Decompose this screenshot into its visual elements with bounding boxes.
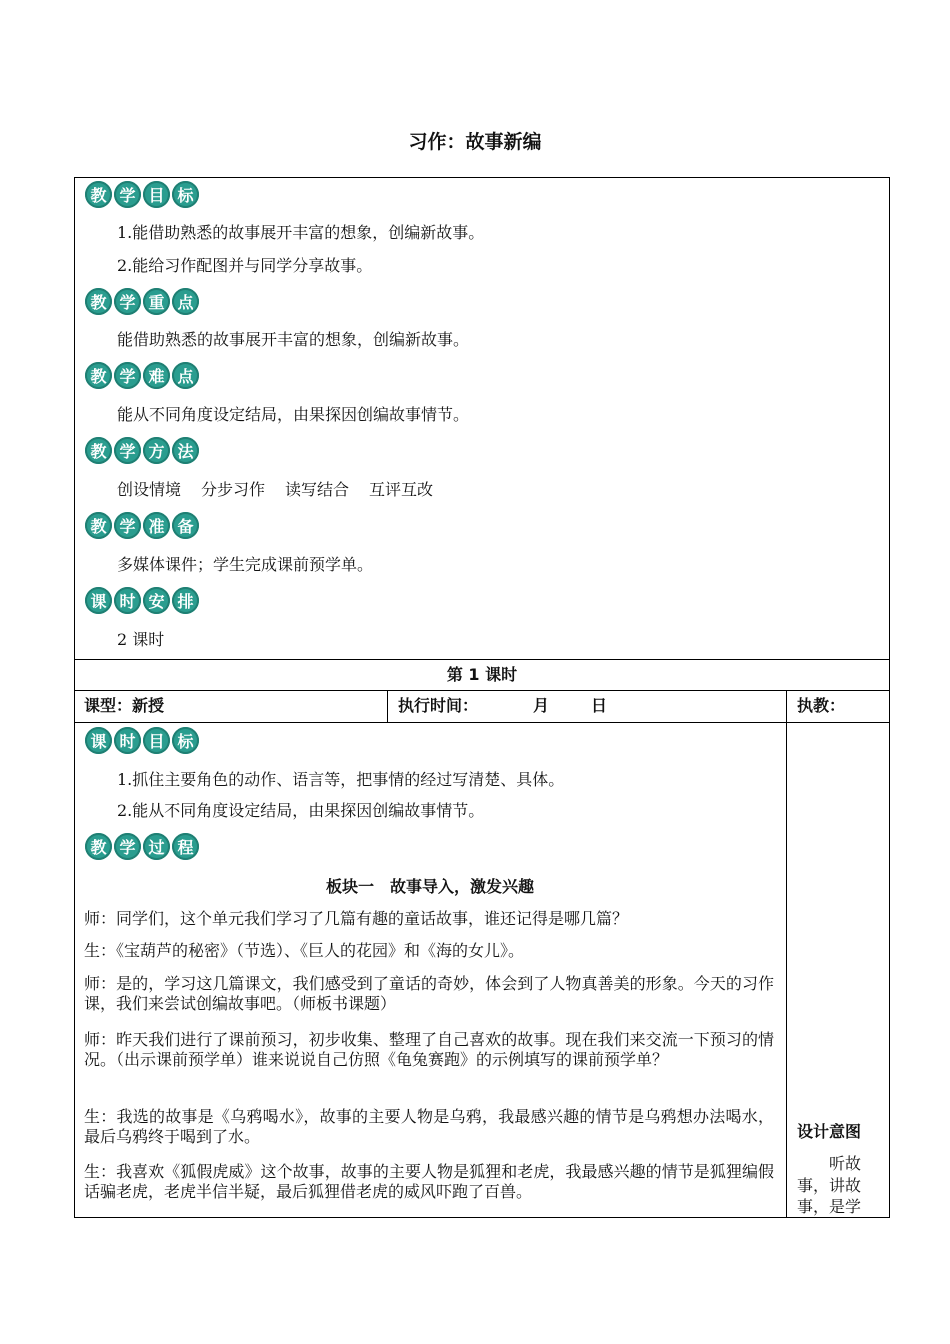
lesson-type: 课型：新授 (84, 696, 165, 715)
day-label: 日 (591, 696, 608, 715)
badge-char: 方 (143, 437, 170, 464)
badge-char: 准 (143, 512, 170, 539)
preparation-text: 多媒体课件；学生完成课前预学单。 (117, 555, 374, 574)
design-intent-title: 设计意图 (797, 1122, 862, 1141)
badge-char: 教 (85, 512, 112, 539)
design-intent-line: 事，讲故 (797, 1176, 862, 1195)
schedule-text: 2 课时 (117, 630, 165, 649)
dialogue-line: 师：同学们，这个单元我们学习了几篇有趣的童话故事，谁还记得是哪几篇？ (84, 909, 629, 928)
badge-char: 目 (143, 727, 170, 754)
month-label: 月 (533, 696, 550, 715)
method-item: 互评互改 (369, 480, 434, 499)
badge-char: 过 (143, 833, 170, 860)
lesson-objective-item: 1.抓住主要角色的动作、语言等，把事情的经过写清楚、具体。 (117, 770, 565, 789)
lesson-objective-item: 2.能从不同角度设定结局，由果探因创编故事情节。 (117, 801, 485, 820)
badge-char: 教 (85, 833, 112, 860)
method-item: 读写结合 (285, 480, 350, 499)
design-intent-line: 事，是学 (797, 1197, 862, 1216)
key-points-badge (85, 288, 199, 315)
badge-char: 时 (114, 727, 141, 754)
badge-char: 教 (85, 362, 112, 389)
badge-char: 目 (143, 181, 170, 208)
badge-char: 排 (172, 587, 199, 614)
page-title: 习作：故事新编 (408, 131, 542, 153)
badge-char: 法 (172, 437, 199, 464)
badge-char: 学 (114, 288, 141, 315)
badge-char: 点 (172, 288, 199, 315)
badge-char: 学 (114, 512, 141, 539)
schedule-badge (85, 587, 199, 614)
badge-char: 课 (85, 587, 112, 614)
method-item: 创设情境 (117, 480, 182, 499)
design-intent-line: 听故 (829, 1154, 862, 1173)
dialogue-line: 师：昨天我们进行了课前预习，初步收集、整理了自己喜欢的故事。现在我们来交流一下预习的情况。（出示课前预学单）谁来说说自己仿照《龟兔赛跑》的示例填写的课前预学单？ (84, 1030, 774, 1069)
section-title: 板块一 故事导入，激发兴趣 (325, 877, 534, 896)
badge-char: 标 (172, 727, 199, 754)
difficulties-text: 能从不同角度设定结局，由果探因创编故事情节。 (117, 405, 470, 424)
execution-time-label: 执行时间： (398, 696, 479, 715)
badge-char: 备 (172, 512, 199, 539)
teaching-goals-badge (85, 181, 199, 208)
row-divider (74, 659, 890, 660)
dialogue-line: 生：《宝葫芦的秘密》（节选）、《巨人的花园》和《海的女儿》。 (84, 941, 525, 960)
row-divider (74, 690, 890, 691)
badge-char: 学 (114, 437, 141, 464)
methods-list (117, 480, 433, 500)
badge-char: 课 (85, 727, 112, 754)
badge-char: 教 (85, 437, 112, 464)
badge-char: 程 (172, 833, 199, 860)
methods-badge (85, 437, 199, 464)
dialogue-line: 生：我选的故事是《乌鸦喝水》，故事的主要人物是乌鸦，我最感兴趣的情节是乌鸦想办法喝水，最后乌鸦终于喝到了水。 (84, 1107, 774, 1146)
badge-char: 教 (85, 288, 112, 315)
badge-char: 学 (114, 833, 141, 860)
badge-char: 安 (143, 587, 170, 614)
teaching-process-badge (85, 833, 199, 860)
badge-char: 点 (172, 362, 199, 389)
teacher-label: 执教： (797, 696, 846, 715)
badge-char: 标 (172, 181, 199, 208)
badge-char: 时 (114, 587, 141, 614)
badge-char: 重 (143, 288, 170, 315)
column-divider (786, 690, 787, 1218)
goal-item: 1.能借助熟悉的故事展开丰富的想象，创编新故事。 (117, 223, 485, 242)
badge-char: 难 (143, 362, 170, 389)
lesson-objectives-badge (85, 727, 199, 754)
column-divider (387, 690, 388, 723)
badge-char: 学 (114, 181, 141, 208)
row-divider (74, 722, 890, 723)
method-item: 分步习作 (201, 480, 266, 499)
badge-char: 学 (114, 362, 141, 389)
key-points-text: 能借助熟悉的故事展开丰富的想象，创编新故事。 (117, 330, 470, 349)
goal-item: 2.能给习作配图并与同学分享故事。 (117, 256, 373, 275)
dialogue-line: 生：我喜欢《狐假虎威》这个故事，故事的主要人物是狐狸和老虎，我最感兴趣的情节是狐狸编假话骗老虎，老虎半信半疑，最后狐狸借老虎的威风吓跑了百兽。 (84, 1162, 774, 1201)
lesson-header: 第 1 课时 (446, 665, 518, 684)
badge-char: 教 (85, 181, 112, 208)
difficulties-badge (85, 362, 199, 389)
dialogue-line: 师：是的，学习这几篇课文，我们感受到了童话的奇妙，体会到了人物真善美的形象。今天的习作课，我们来尝试创编故事吧。（师板书课题） (84, 974, 774, 1013)
preparation-badge (85, 512, 199, 539)
